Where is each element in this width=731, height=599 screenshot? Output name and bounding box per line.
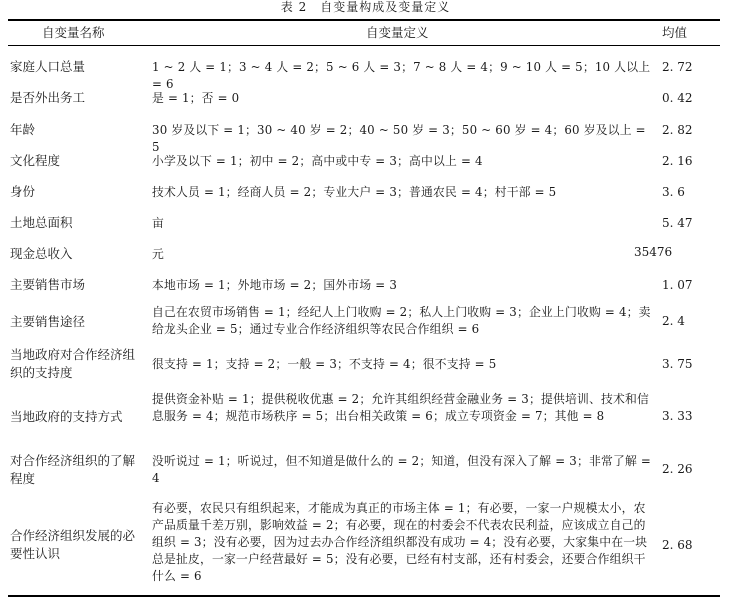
table-row (8, 346, 720, 384)
top-rule (8, 19, 720, 21)
table-row (8, 276, 720, 296)
variable-name: 年龄 (10, 122, 36, 137)
variable-name: 是否外出务工 (10, 90, 86, 105)
table-row (8, 183, 720, 203)
variable-mean: 5. 47 (662, 216, 693, 230)
bottom-rule (8, 595, 720, 597)
variable-mean: 3. 75 (662, 357, 693, 371)
variable-definition: 1 ~ 2 人 = 1；3 ~ 4 人 = 2；5 ~ 6 人 = 3；7 ~ 8 人 = 4；9 ~ 10 人 = 5；10 人以上 = 6 (152, 60, 651, 91)
variable-name: 当地政府对合作经济组织的支持度 (10, 347, 136, 380)
variable-mean: 35476 (634, 245, 673, 259)
variable-name: 身份 (10, 184, 36, 199)
variable-mean: 3. 33 (662, 409, 693, 423)
table-caption: 表 2 自变量构成及变量定义 (280, 0, 451, 14)
table-row (8, 500, 720, 588)
variable-definition: 提供资金补贴 = 1；提供税收优惠 = 2；允许其组织经营金融业务 = 3；提供培训、技术和信息服务 = 4；规范市场秩序 = 5；出台相关政策 = 6；成立专项资金 = 7；其他 = 8 (152, 392, 649, 423)
variable-definition: 元 (152, 247, 164, 261)
variable-definition: 本地市场 = 1；外地市场 = 2；国外市场 = 3 (152, 278, 398, 292)
variable-mean: 2. 72 (662, 60, 693, 74)
table-row (8, 304, 720, 340)
variable-name: 家庭人口总量 (10, 59, 86, 74)
variable-definition: 亩 (152, 216, 164, 230)
variable-mean: 2. 82 (662, 123, 693, 137)
variable-name: 主要销售市场 (10, 277, 86, 292)
variable-mean: 2. 4 (662, 314, 685, 328)
variable-definition: 技术人员 = 1；经商人员 = 2；专业大户 = 3；普通农民 = 4；村干部 = 5 (152, 185, 557, 199)
variable-definition: 没听说过 = 1；听说过，但不知道是做什么的 = 2；知道，但没有深入了解 = 3；非常了解 = 4 (152, 454, 651, 485)
variable-definition: 30 岁及以下 = 1；30 ~ 40 岁 = 2；40 ~ 50 岁 = 3；50 ~ 60 岁 = 4；60 岁及以上 = 5 (152, 123, 646, 154)
variable-mean: 1. 07 (662, 278, 693, 292)
variable-definition: 是 = 1；否 = 0 (152, 91, 240, 105)
variable-name: 主要销售途径 (10, 314, 86, 329)
table-row (8, 391, 720, 443)
variable-mean: 2. 26 (662, 462, 693, 476)
table-row (8, 214, 720, 234)
header-variable-definition: 自变量定义 (366, 25, 429, 40)
variable-name: 对合作经济组织的了解程度 (10, 453, 136, 486)
header-mean: 均值 (662, 25, 688, 40)
table-row (8, 152, 720, 172)
variable-name: 文化程度 (10, 153, 61, 168)
header-variable-name: 自变量名称 (42, 25, 105, 40)
table-row (8, 121, 720, 154)
variable-mean: 2. 16 (662, 154, 693, 168)
variable-mean: 3. 6 (662, 185, 685, 199)
variable-definition: 小学及以下 = 1；初中 = 2；高中或中专 = 3；高中以上 = 4 (152, 154, 483, 168)
table-row (8, 245, 720, 265)
header-rule (8, 45, 720, 46)
variable-definition: 有必要，农民只有组织起来，才能成为真正的市场主体 = 1；有必要，一家一户规模太小，农产品质量千差万别，影响效益 = 2；有必要，现在的村委会不代表农民利益，应该成立自己的组织 = 3；没有必要，因为过去办合作经济组织都没有成功 = 4；没有必要，大家集中在一块总是扯皮，一家一户经营最好 = 5；没有必要，已经有村支部，还有村委会，还要合作组织干什么 = 6 (152, 501, 648, 583)
variable-name: 土地总面积 (10, 215, 73, 230)
variable-mean: 0. 42 (662, 91, 693, 105)
variable-definition: 自己在农贸市场销售 = 1；经纪人上门收购 = 2；私人上门收购 = 3；企业上门收购 = 4；卖给龙头企业 = 5；通过专业合作经济组织等农民合作组织 = 6 (152, 305, 651, 336)
variable-name: 当地政府的支持方式 (10, 409, 123, 424)
variable-mean: 2. 68 (662, 538, 693, 552)
table-row (8, 58, 720, 91)
variable-name: 现金总收入 (10, 246, 73, 261)
table-row (8, 89, 720, 109)
variable-definition: 很支持 = 1；支持 = 2；一般 = 3；不支持 = 4；很不支持 = 5 (152, 357, 497, 371)
table-row (8, 452, 720, 488)
variable-name: 合作经济组织发展的必要性认识 (10, 528, 136, 561)
